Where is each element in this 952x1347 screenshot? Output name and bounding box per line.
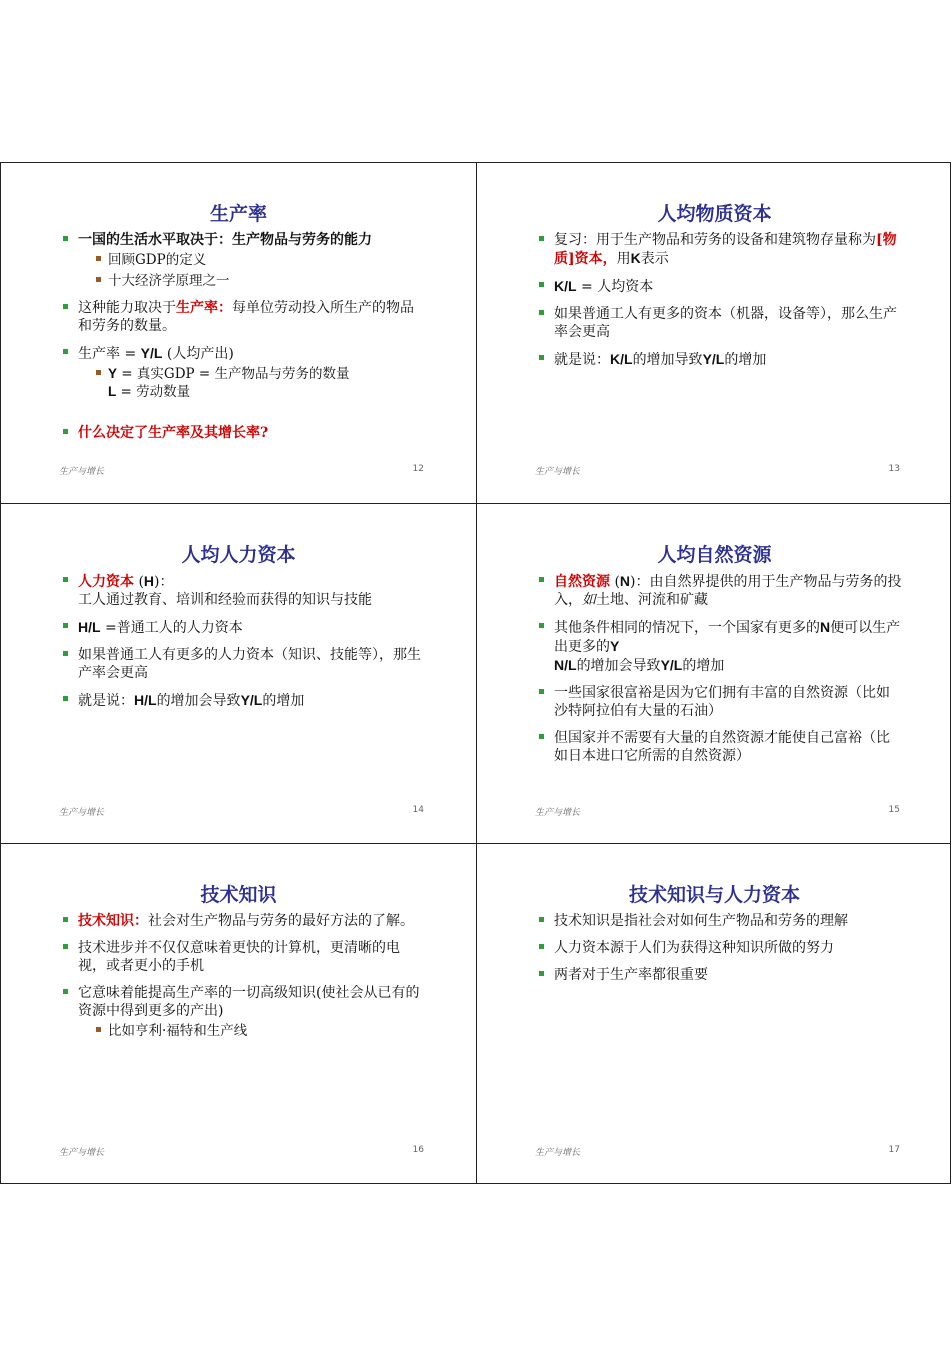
bullet: 技术进步并不仅仅意味着更快的计算机，更清晰的电视，或者更小的手机 [63, 939, 426, 975]
footer-text: 生产与增长 [535, 467, 581, 477]
bullet: 如果普通工人有更多的资本（机器，设备等），那么生产率会更高 [539, 305, 902, 341]
sub-bullet: 回顾GDP的定义 [96, 251, 426, 269]
bullet: 它意味着能提高生产率的一切高级知识(使社会从已有的资源中得到更多的产出) 比如亨利·福特和生产线 [63, 984, 426, 1040]
bullet: 其他条件相同的情况下，一个国家有更多的N便可以生产出更多的Y N/L的增加会导致Y/L的增加 [539, 618, 902, 675]
bullet: H/L =普通工人的人力资本 [63, 618, 426, 637]
bullet: 一国的生活水平取决于：生产物品与劳务的能力 回顾GDP的定义 十大经济学原理之一 [63, 231, 426, 290]
slide-body [63, 572, 426, 719]
slide-body [539, 231, 902, 378]
sub-bullet: Y = 真实GDP = 生产物品与劳务的数量 L = 劳动数量 [96, 365, 426, 401]
page-number: 17 [888, 1145, 900, 1155]
slide-tech-and-human-capital [477, 844, 952, 1184]
bullet: 就是说：H/L的增加会导致Y/L的增加 [63, 691, 426, 710]
bullet: 就是说：K/L的增加导致Y/L的增加 [539, 350, 902, 369]
slide-technological-knowledge [1, 844, 476, 1184]
page-number: 12 [412, 464, 424, 474]
bullet: 人力资本 (H)： 工人通过教育、培训和经验而获得的知识与技能 [63, 572, 426, 609]
sub-bullet: 比如亨利·福特和生产线 [96, 1022, 426, 1040]
bullet: 如果普通工人有更多的人力资本（知识、技能等），那生产率会更高 [63, 646, 426, 682]
bullet-question: 什么决定了生产率及其增长率? [63, 424, 426, 442]
slide-title: 生产率 [209, 203, 267, 225]
slide-productivity [1, 163, 476, 503]
bullet: 但国家并不需要有大量的自然资源才能使自己富裕（比如日本进口它所需的自然资源） [539, 729, 902, 765]
slide-human-capital [1, 504, 476, 844]
bullet: K/L = 人均资本 [539, 277, 902, 296]
bullet: 生产率 = Y/L (人均产出) Y = 真实GDP = 生产物品与劳务的数量 L = 劳动数量 [63, 344, 426, 401]
handout-grid [0, 162, 951, 1184]
sub-bullet: 十大经济学原理之一 [96, 272, 426, 290]
slide-body [539, 572, 902, 774]
footer-text: 生产与增长 [535, 808, 581, 818]
slide-title: 技术知识 [200, 884, 277, 906]
page-number: 16 [412, 1145, 424, 1155]
slide-physical-capital [477, 163, 952, 503]
slide-title: 人均物质资本 [657, 203, 772, 225]
bullet: 技术知识：社会对生产物品与劳务的最好方法的了解。 [63, 912, 426, 930]
bullet: 人力资本源于人们为获得这种知识所做的努力 [539, 939, 902, 957]
bullet: 自然资源 (N)：由自然界提供的用于生产物品与劳务的投入，如土地、河流和矿藏 [539, 572, 902, 609]
slide-body [63, 912, 426, 1049]
slide-natural-resources [477, 504, 952, 844]
bullet: 复习：用于生产物品和劳务的设备和建筑物存量称为[物质]资本，用K表示 [539, 231, 902, 268]
page-number: 14 [412, 805, 424, 815]
slide-title: 技术知识与人力资本 [628, 884, 800, 906]
bullet: 技术知识是指社会对如何生产物品和劳务的理解 [539, 912, 902, 930]
page-number: 15 [888, 805, 900, 815]
slide-title: 人均人力资本 [181, 544, 296, 566]
footer-text: 生产与增长 [59, 808, 105, 818]
footer-text: 生产与增长 [59, 467, 105, 477]
bullet: 这种能力取决于生产率：每单位劳动投入所生产的物品和劳务的数量。 [63, 299, 426, 335]
footer-text: 生产与增长 [59, 1148, 105, 1158]
footer-text: 生产与增长 [535, 1148, 581, 1158]
bullet: 两者对于生产率都很重要 [539, 966, 902, 984]
slide-body [63, 231, 426, 451]
page-number: 13 [888, 464, 900, 474]
slide-body [539, 912, 902, 993]
bullet: 一些国家很富裕是因为它们拥有丰富的自然资源（比如沙特阿拉伯有大量的石油） [539, 684, 902, 720]
slide-title: 人均自然资源 [657, 544, 772, 566]
